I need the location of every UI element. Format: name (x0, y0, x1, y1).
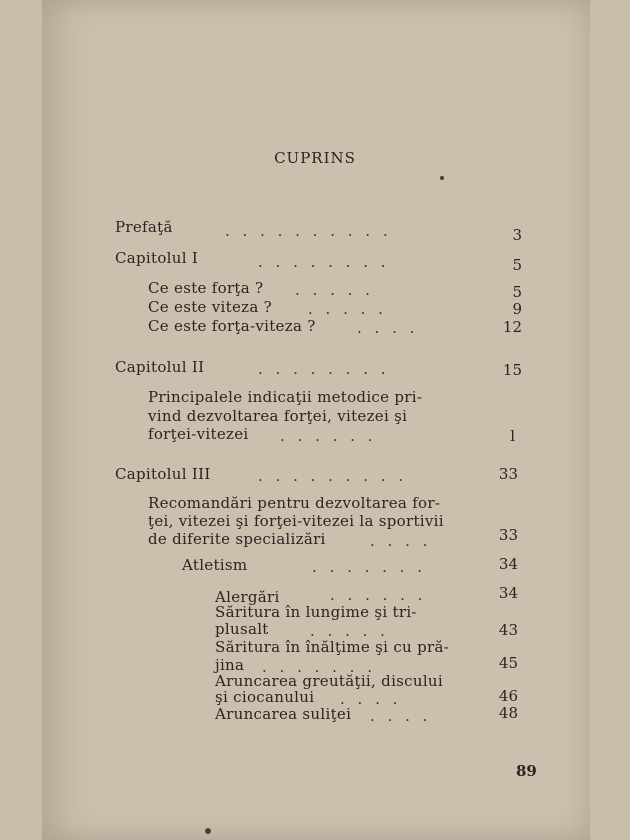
page-number-folio: 89 (516, 762, 537, 780)
toc-leader-dots: . . . . . . . . (258, 253, 390, 271)
toc-page-number: 33 (498, 465, 518, 483)
toc-entry-text: forţei-vitezei (148, 425, 249, 443)
toc-entry-text: Ce este forţa ? (148, 279, 264, 297)
toc-leader-dots: . . . . . . . (262, 658, 376, 676)
toc-entry-text: Aruncarea suliţei (215, 705, 352, 723)
toc-leader-dots: . . . . (340, 690, 402, 708)
toc-leader-dots: . . . . . (310, 622, 389, 640)
toc-leader-dots: . . . . . . (330, 586, 427, 604)
toc-entry-text: Atletism (182, 556, 248, 574)
toc-page-number: 33 (498, 526, 518, 544)
toc-entry-text: Ce este forţa-viteza ? (148, 317, 316, 335)
toc-page-number: 12 (502, 318, 522, 336)
toc-page-number: 48 (498, 704, 518, 722)
toc-page-number: 46 (498, 687, 518, 705)
toc-leader-dots: . . . . . (295, 281, 374, 299)
toc-page-number: 43 (498, 621, 518, 639)
toc-entry-text: Prefaţă (115, 218, 173, 236)
toc-entry-text: Alergări (215, 588, 280, 606)
toc-leader-dots: . . . . (357, 319, 419, 337)
toc-page-number: 9 (512, 300, 522, 318)
toc-page-number: 45 (498, 654, 518, 672)
toc-entry-text: Ce este viteza ? (148, 298, 273, 316)
toc-leader-dots: . . . . . . . . . (258, 467, 408, 485)
toc-entry-text: Capitolul II (115, 358, 205, 376)
toc-entry-text: de diferite specializări (148, 530, 326, 548)
toc-entry-text: Aruncarea greutăţii, discului (215, 672, 443, 690)
toc-leader-dots: . . . . . . . . (258, 360, 390, 378)
toc-entry-text: Săritura în înălţime şi cu pră- (215, 638, 450, 656)
toc-leader-dots: . . . . . . (280, 427, 377, 445)
toc-page-number: l (510, 427, 515, 445)
ink-speck (440, 176, 444, 180)
toc-page-number: 34 (498, 584, 518, 602)
toc-leader-dots: . . . . (370, 707, 432, 725)
ink-speck (205, 828, 211, 834)
toc-entry-text: jina (215, 656, 245, 674)
toc-page-number: 15 (502, 361, 522, 379)
toc-entry-text: Principalele indicaţii metodice pri- (148, 388, 423, 406)
toc-entry-text: plusalt (215, 620, 269, 638)
toc-entry-text: vind dezvoltarea forţei, vitezei şi (148, 407, 408, 425)
toc-page-number: 5 (512, 283, 522, 301)
page-title: CUPRINS (274, 149, 356, 167)
toc-page-number: 5 (512, 256, 522, 274)
toc-entry-text: Capitolul III (115, 465, 211, 483)
toc-leader-dots: . . . . . . . (312, 558, 426, 576)
toc-leader-dots: . . . . . (308, 300, 387, 318)
toc-page-number: 3 (512, 226, 522, 244)
toc-entry-text: Recomandări pentru dezvoltarea for- (148, 494, 441, 512)
toc-leader-dots: . . . . . . . . . . (225, 222, 392, 240)
toc-leader-dots: . . . . (370, 532, 432, 550)
toc-entry-text: ţei, vitezei şi forţei-vitezei la sportivii (148, 512, 444, 530)
toc-entry-text: Săritura în lungime şi tri- (215, 603, 417, 621)
toc-page-number: 34 (498, 555, 518, 573)
toc-entry-text: Capitolul I (115, 249, 199, 267)
toc-entry-text: şi ciocanului (215, 688, 315, 706)
